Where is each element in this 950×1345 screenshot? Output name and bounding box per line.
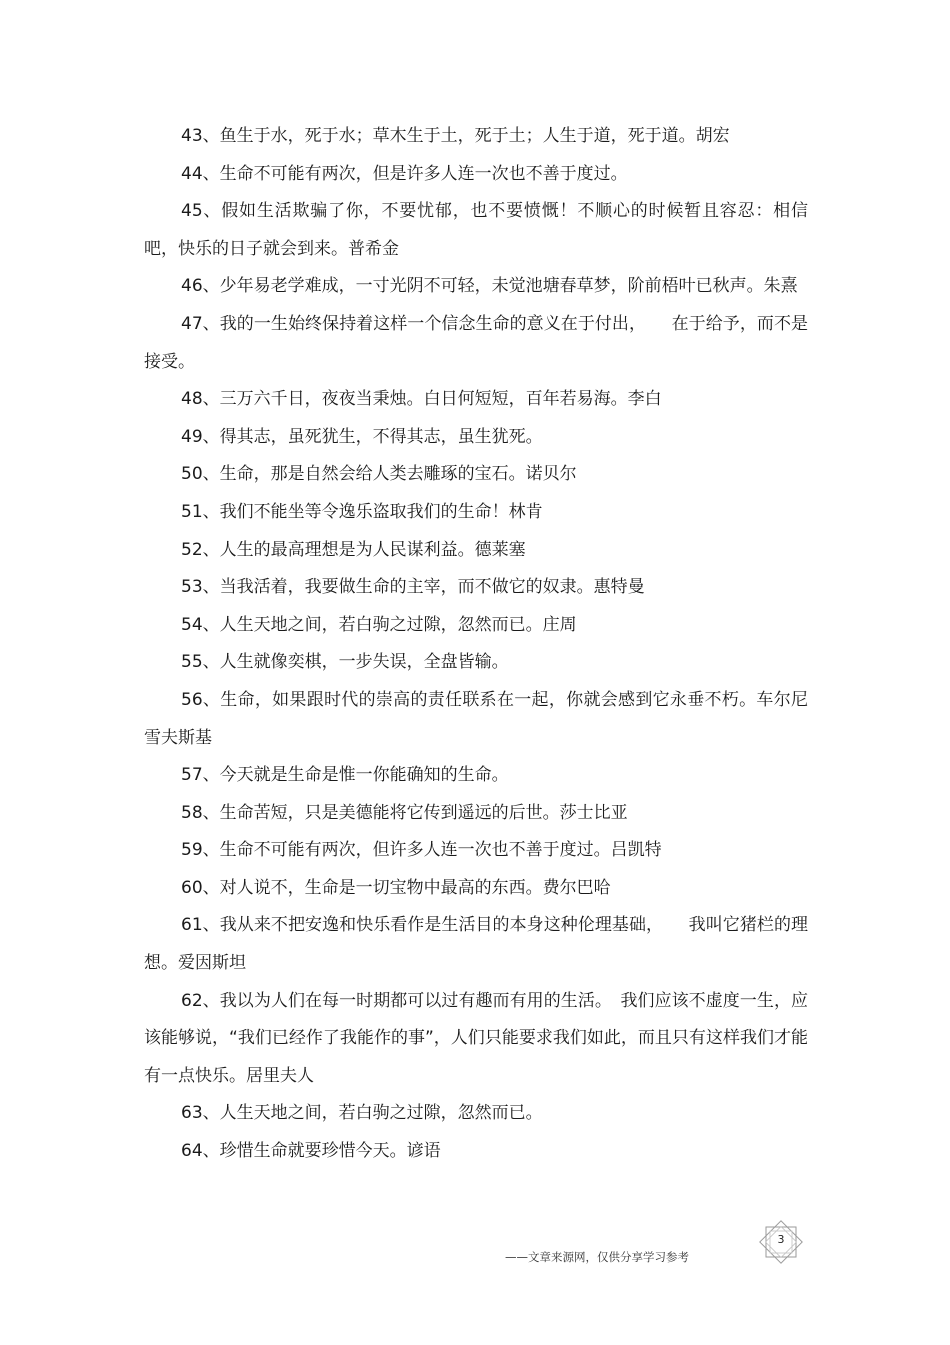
quote-paragraph: 58、生命苦短，只是美德能将它传到遥远的后世。莎士比亚 xyxy=(181,802,628,823)
quote-paragraph: 55、人生就像奕棋，一步失误，全盘皆输。 xyxy=(181,652,509,673)
quote-paragraph: 64、珍惜生命就要珍惜今天。谚语 xyxy=(181,1141,441,1162)
quote-paragraph: 49、得其志，虽死犹生，不得其志，虽生犹死。 xyxy=(181,426,543,447)
quote-paragraph: 44、生命不可能有两次，但是许多人连一次也不善于度过。 xyxy=(181,163,628,184)
quote-paragraph: 59、生命不可能有两次，但许多人连一次也不善于度过。吕凯特 xyxy=(181,840,662,861)
quote-paragraph: 46、少年易老学难成，一寸光阴不可轻，未觉池塘春草梦，阶前梧叶已秋声。朱熹 xyxy=(181,276,798,297)
quote-paragraph: 50、生命，那是自然会给人类去雕琢的宝石。诺贝尔 xyxy=(181,464,577,485)
quote-paragraph: 57、今天就是生命是惟一你能确知的生命。 xyxy=(181,765,509,786)
page-number: 3 xyxy=(777,1233,785,1246)
quote-paragraph: 48、三万六千日，夜夜当秉烛。白日何短短，百年若易海。李白 xyxy=(181,389,662,410)
quote-paragraph: 62、我以为人们在每一时期都可以过有趣而有用的生活。 我们应该不虚度一生，应该能够说，“我们已经作了我能作的事”，人们只能要求我们如此，而且只有这样我们才能有一点快乐。居里夫人 xyxy=(144,990,808,1086)
quote-paragraph: 52、人生的最高理想是为人民谋利益。德莱塞 xyxy=(181,539,526,560)
footer-source-note: ——文章来源网，仅供分享学习参考 xyxy=(505,1250,689,1264)
quote-paragraph: 56、生命，如果跟时代的崇高的责任联系在一起，你就会感到它永垂不朽。车尔尼雪夫斯基 xyxy=(144,689,808,748)
quote-paragraph: 53、当我活着，我要做生命的主宰，而不做它的奴隶。惠特曼 xyxy=(181,577,645,598)
quote-paragraph: 43、鱼生于水，死于水；草木生于土，死于土；人生于道，死于道。胡宏 xyxy=(181,126,730,146)
quote-paragraph: 63、人生天地之间，若白驹之过隙，忽然而已。 xyxy=(181,1103,543,1124)
quote-paragraph: 60、对人说不，生命是一切宝物中最高的东西。费尔巴哈 xyxy=(181,877,611,898)
quote-list xyxy=(144,118,808,1171)
quote-paragraph: 47、我的一生始终保持着这样一个信念生命的意义在于付出， 在于给予，而不是接受。 xyxy=(144,313,808,372)
page-number-badge xyxy=(757,1220,805,1264)
quote-paragraph: 45、假如生活欺骗了你，不要忧郁，也不要愤慨！不顺心的时候暂且容忍：相信吧，快乐的日子就会到来。普希金 xyxy=(144,201,808,259)
quote-paragraph: 51、我们不能坐等令逸乐盗取我们的生命！林肯 xyxy=(181,501,543,522)
quote-paragraph: 54、人生天地之间，若白驹之过隙，忽然而已。庄周 xyxy=(181,614,577,635)
quote-paragraph: 61、我从来不把安逸和快乐看作是生活目的本身这种伦理基础， 我叫它猪栏的理想。爱因斯坦 xyxy=(144,915,808,974)
